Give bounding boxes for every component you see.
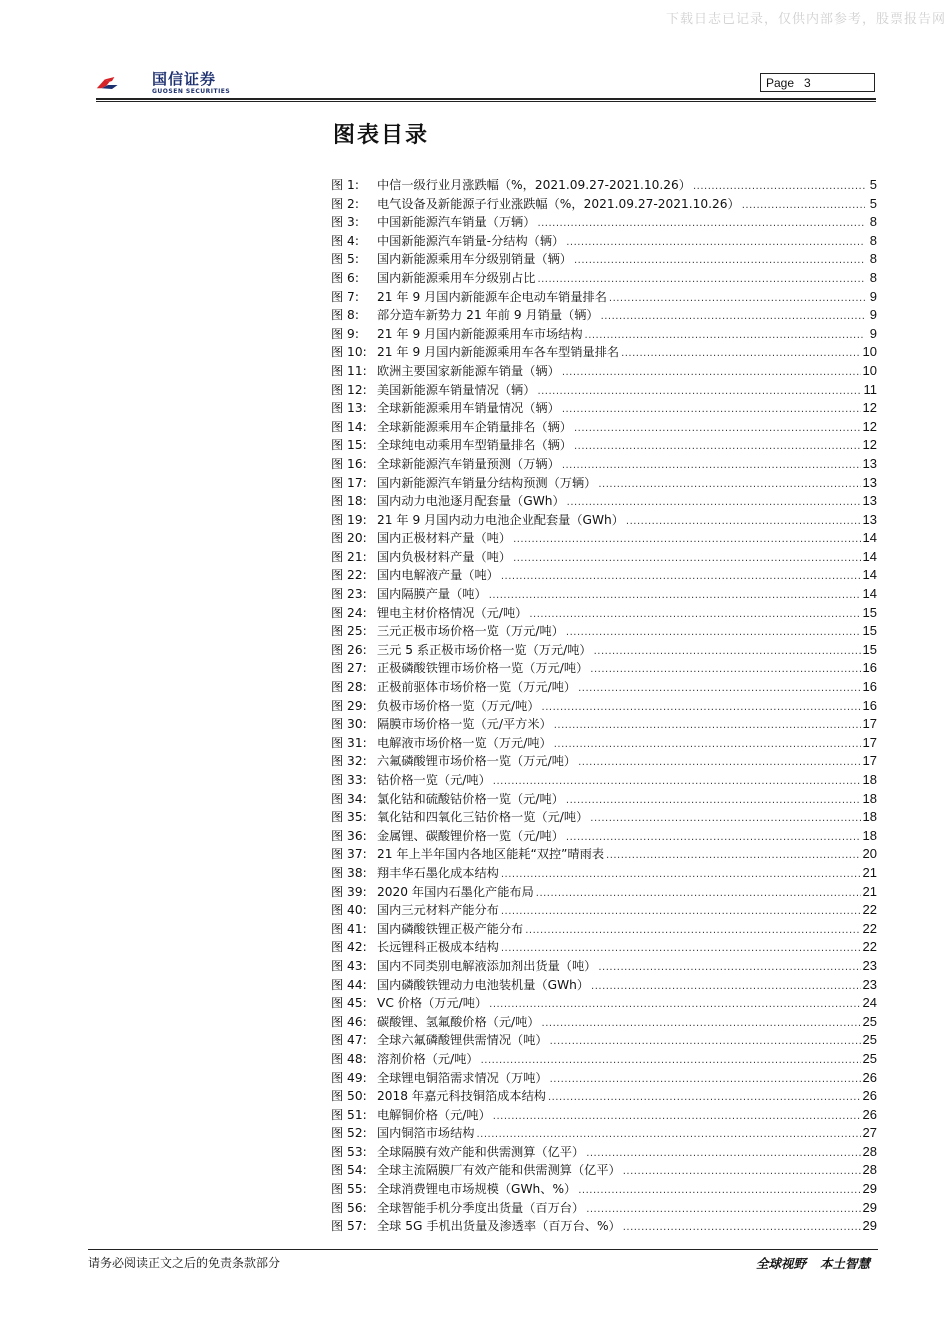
toc-entry-page: 13 <box>862 455 877 471</box>
toc-entry-page: 12 <box>862 400 877 416</box>
toc-dot-leader <box>566 792 861 811</box>
toc-entry[interactable] <box>331 976 877 995</box>
toc-entry-page: 9 <box>869 307 877 323</box>
toc-entry-number: 图 53: <box>331 1144 367 1159</box>
toc-entry-number: 图 18: <box>331 494 367 509</box>
toc-entry-title: 全球锂电铜箔需求情况（万吨） <box>377 1070 548 1085</box>
toc-entry-number: 图 26: <box>331 642 367 657</box>
toc-entry-number: 图 23: <box>331 587 367 602</box>
toc-entry-number: 图 28: <box>331 680 367 695</box>
toc-entry-number: 图 8: <box>331 308 359 323</box>
toc-entry[interactable] <box>331 1161 877 1180</box>
toc-dot-leader <box>585 327 865 346</box>
toc-entry-number: 图 14: <box>331 419 367 434</box>
toc-entry-page: 10 <box>862 362 877 378</box>
toc-entry-page: 16 <box>862 697 877 713</box>
toc-entry-title: 21 年 9 月国内新能源乘用车各车型销量排名 <box>377 345 620 360</box>
toc-entry-title: 21 年 9 月国内新能源车企电动车销量排名 <box>377 289 607 304</box>
toc-entry-page: 10 <box>862 344 877 360</box>
toc-dot-leader <box>566 829 861 848</box>
toc-entry-page: 26 <box>862 1106 877 1122</box>
toc-entry[interactable] <box>331 474 877 493</box>
toc-entry-number: 图 5: <box>331 252 359 267</box>
toc-entry-title: 国内动力电池逐月配套量（GWh） <box>377 494 565 509</box>
toc-dot-leader <box>590 661 860 680</box>
toc-entry-number: 图 36: <box>331 828 367 843</box>
toc-entry[interactable] <box>331 938 877 957</box>
toc-entry-page: 15 <box>862 604 877 620</box>
toc-dot-leader <box>623 1219 861 1238</box>
toc-entry-page: 15 <box>862 641 877 657</box>
toc-entry[interactable] <box>331 176 877 195</box>
toc-entry-number: 图 34: <box>331 791 367 806</box>
toc-entry-number: 图 55: <box>331 1182 367 1197</box>
toc-dot-leader <box>591 978 860 997</box>
toc-entry-title: 21 年上半年国内各地区能耗“双控”晴雨表 <box>377 847 605 862</box>
toc-entry-title: 国内磷酸铁锂正极产能分布 <box>377 921 524 936</box>
toc-entry-title: 长远锂科正极成本结构 <box>377 940 499 955</box>
toc-entry-number: 图 17: <box>331 475 367 490</box>
toc-entry[interactable] <box>331 883 877 902</box>
toc-entry-number: 图 20: <box>331 531 367 546</box>
toc-entry-page: 9 <box>869 325 877 341</box>
toc-entry[interactable] <box>331 1013 877 1032</box>
toc-dot-leader <box>501 568 861 587</box>
toc-entry-number: 图 12: <box>331 382 367 397</box>
toc-entry[interactable] <box>331 548 877 567</box>
toc-entry[interactable] <box>331 1087 877 1106</box>
toc-entry-page: 12 <box>862 437 877 453</box>
toc-entry-number: 图 40: <box>331 903 367 918</box>
toc-entry[interactable] <box>331 994 877 1013</box>
toc-entry-title: 氯化钴和硫酸钴价格一览（元/吨） <box>377 791 564 806</box>
toc-entry[interactable] <box>331 752 877 771</box>
toc-entry-title: 中国新能源汽车销量（万辆） <box>377 215 536 230</box>
guosen-logo-icon <box>96 66 152 100</box>
logo-subtitle: GUOSEN SECURITIES <box>152 88 231 95</box>
toc-entry-number: 图 24: <box>331 605 367 620</box>
toc-entry-title: 欧洲主要国家新能源车销量（辆） <box>377 363 560 378</box>
toc-entry[interactable] <box>331 604 877 623</box>
toc-entry-page: 17 <box>862 716 877 732</box>
toc-entry-title: 国内铜箔市场结构 <box>377 1126 475 1141</box>
toc-dot-leader <box>578 1182 860 1201</box>
toc-entry-title: 2018 年嘉元科技铜箔成本结构 <box>377 1089 546 1104</box>
slogan-part-1: 全球视野 <box>755 1256 806 1271</box>
toc-entry[interactable] <box>331 678 877 697</box>
toc-entry-title: 翔丰华石墨化成本结构 <box>377 865 499 880</box>
toc-entry[interactable] <box>331 808 877 827</box>
toc-entry[interactable] <box>331 288 877 307</box>
toc-entry-title: 正极磷酸铁锂市场价格一览（万元/吨） <box>377 661 589 676</box>
toc-entry-number: 图 32: <box>331 754 367 769</box>
toc-entry-page: 23 <box>862 957 877 973</box>
toc-dot-leader <box>626 513 861 532</box>
toc-entry[interactable] <box>331 1180 877 1199</box>
toc-entry-title: 国内新能源汽车销量分结构预测（万辆） <box>377 475 597 490</box>
toc-entry-number: 图 4: <box>331 233 359 248</box>
toc-entry-number: 图 43: <box>331 958 367 973</box>
toc-entry-page: 18 <box>862 809 877 825</box>
toc-entry-title: 国内负极材料产量（吨） <box>377 549 512 564</box>
toc-entry[interactable] <box>331 325 877 344</box>
toc-entry-title: 三元正极市场价格一览（万元/吨） <box>377 624 564 639</box>
toc-entry-number: 图 1: <box>331 178 359 192</box>
toc-entry-number: 图 13: <box>331 401 367 416</box>
toc-entry-title: 21 年 9 月国内新能源乘用车市场结构 <box>377 326 583 341</box>
toc-entry[interactable] <box>331 1217 877 1236</box>
toc-entry-number: 图 25: <box>331 624 367 639</box>
header-divider-thin <box>96 101 876 102</box>
toc-entry-title: 全球消费锂电市场规模（GWh、%） <box>377 1182 577 1197</box>
toc-entry[interactable] <box>331 455 877 474</box>
toc-entry[interactable] <box>331 1143 877 1162</box>
toc-entry-number: 图 31: <box>331 735 367 750</box>
toc-entry[interactable] <box>331 864 877 883</box>
toc-entry-number: 图 50: <box>331 1089 367 1104</box>
toc-dot-leader <box>574 420 861 439</box>
toc-dot-leader <box>598 959 860 978</box>
toc-entry-title: 隔膜市场价格一览（元/平方米） <box>377 717 552 732</box>
toc-entry-number: 图 2: <box>331 196 359 211</box>
toc-entry-title: 中国新能源汽车销量-分结构（辆） <box>377 233 565 248</box>
toc-entry-page: 13 <box>862 511 877 527</box>
toc-entry-title: 全球新能源乘用车企销量排名（辆） <box>377 419 572 434</box>
toc-entry-title: 钴价格一览（元/吨） <box>377 773 491 787</box>
page-label: Page <box>766 76 795 90</box>
toc-entry-number: 图 45: <box>331 996 367 1011</box>
toc-entry-number: 图 37: <box>331 847 367 862</box>
toc-entry[interactable] <box>331 492 877 511</box>
toc-entry[interactable] <box>331 790 877 809</box>
toc-dot-leader <box>562 364 861 383</box>
toc-entry-page: 28 <box>862 1162 877 1178</box>
toc-entry-page: 14 <box>862 530 877 546</box>
toc-entry-page: 28 <box>862 1143 877 1159</box>
toc-entry[interactable] <box>331 436 877 455</box>
toc-dot-leader <box>562 457 861 476</box>
toc-entry-number: 图 9: <box>331 326 359 341</box>
toc-entry-title: 电解液市场价格一览（万元/吨） <box>377 735 552 750</box>
toc-entry-page: 5 <box>869 195 877 211</box>
toc-entry[interactable] <box>331 920 877 939</box>
toc-entry-page: 18 <box>862 827 877 843</box>
toc-entry-page: 16 <box>862 679 877 695</box>
toc-dot-leader <box>601 308 865 327</box>
toc-entry[interactable] <box>331 232 877 251</box>
toc-entry-title: 国内电解液产量（吨） <box>377 568 499 583</box>
header-divider <box>96 98 876 100</box>
toc-entry-page: 21 <box>862 883 877 899</box>
toc-entry[interactable] <box>331 269 877 288</box>
toc-entry-title: 全球 5G 手机出货量及渗透率（百万台、%） <box>377 1219 621 1234</box>
toc-entry-page: 9 <box>869 288 877 304</box>
toc-dot-leader <box>529 606 860 625</box>
toc-dot-leader <box>537 215 865 234</box>
toc-dot-leader <box>513 550 860 569</box>
toc-entry[interactable] <box>331 1050 877 1069</box>
toc-entry-number: 图 3: <box>331 215 359 230</box>
toc-dot-leader <box>548 1089 861 1108</box>
page-number: 3 <box>804 76 811 90</box>
toc-entry-title: 2020 年国内石墨化产能布局 <box>377 884 534 899</box>
toc-dot-leader <box>566 624 861 643</box>
page-title: 图表目录 <box>333 122 430 148</box>
footer-slogan <box>756 1254 870 1272</box>
toc-dot-leader <box>606 847 861 866</box>
toc-entry-page: 20 <box>862 846 877 862</box>
toc-dot-leader <box>566 234 865 253</box>
toc-entry-page: 8 <box>869 232 877 248</box>
toc-entry-number: 图 44: <box>331 977 367 992</box>
toc-entry[interactable] <box>331 343 877 362</box>
toc-entry[interactable] <box>331 715 877 734</box>
toc-entry-page: 26 <box>862 1088 877 1104</box>
toc-entry[interactable] <box>331 1031 877 1050</box>
toc-dot-leader <box>493 1108 861 1127</box>
toc-dot-leader <box>594 643 861 662</box>
toc-entry-page: 25 <box>862 1013 877 1029</box>
toc-dot-leader <box>609 290 865 309</box>
toc-entry-page: 23 <box>862 976 877 992</box>
toc-entry-page: 22 <box>862 939 877 955</box>
toc-entry[interactable] <box>331 622 877 641</box>
toc-entry-page: 29 <box>862 1199 877 1215</box>
toc-dot-leader <box>501 903 861 922</box>
toc-dot-leader <box>590 810 860 829</box>
toc-entry-number: 图 57: <box>331 1219 367 1234</box>
toc-entry-number: 图 7: <box>331 289 359 304</box>
toc-entry-title: 全球智能手机分季度出货量（百万台） <box>377 1200 585 1215</box>
table-of-figures <box>331 176 877 1236</box>
slogan-part-2: 本土智慧 <box>819 1256 870 1271</box>
toc-dot-leader <box>489 587 861 606</box>
toc-entry-title: 国内三元材料产能分布 <box>377 903 499 918</box>
toc-entry-page: 16 <box>862 660 877 676</box>
toc-entry-title: 电气设备及新能源子行业涨跌幅（%，2021.09.27-2021.10.26） <box>377 196 740 211</box>
toc-entry-title: 全球纯电动乘用车型销量排名（辆） <box>377 438 572 453</box>
toc-dot-leader <box>621 345 860 364</box>
toc-entry-page: 17 <box>862 753 877 769</box>
toc-dot-leader <box>550 1071 861 1090</box>
toc-entry[interactable] <box>331 529 877 548</box>
toc-entry-number: 图 47: <box>331 1033 367 1048</box>
toc-entry-title: 美国新能源车销量情况（辆） <box>377 382 536 397</box>
toc-entry-number: 图 56: <box>331 1200 367 1215</box>
toc-entry[interactable] <box>331 1106 877 1125</box>
toc-entry-page: 12 <box>862 418 877 434</box>
toc-entry-title: 国内磷酸铁锂动力电池装机量（GWh） <box>377 977 590 992</box>
toc-entry[interactable] <box>331 399 877 418</box>
toc-dot-leader <box>513 531 860 550</box>
toc-entry-title: 部分造车新势力 21 年前 9 月销量（辆） <box>377 308 599 323</box>
watermark-text: 下载日志已记录，仅供内部参考，股票报告网 <box>665 12 946 27</box>
toc-entry-page: 5 <box>869 177 877 192</box>
toc-dot-leader <box>537 383 861 402</box>
toc-entry-number: 图 38: <box>331 865 367 880</box>
toc-entry-title: 国内不同类别电解液添加剂出货量（吨） <box>377 958 597 973</box>
toc-entry-title: 正极前驱体市场价格一览（万元/吨） <box>377 680 577 695</box>
toc-entry-title: 负极市场价格一览（万元/吨） <box>377 698 540 713</box>
toc-entry-page: 27 <box>862 1125 877 1141</box>
toc-entry-number: 图 33: <box>331 773 367 787</box>
toc-entry-number: 图 48: <box>331 1051 367 1066</box>
toc-entry-number: 图 30: <box>331 717 367 732</box>
toc-entry-title: 六氟磷酸锂市场价格一览（万元/吨） <box>377 754 577 769</box>
toc-entry[interactable] <box>331 827 877 846</box>
toc-entry-number: 图 21: <box>331 549 367 564</box>
toc-entry-title: 全球主流隔膜厂有效产能和供需测算（亿平） <box>377 1163 621 1178</box>
toc-entry-number: 图 15: <box>331 438 367 453</box>
toc-entry-title: 碳酸锂、氢氟酸价格（元/吨） <box>377 1014 540 1029</box>
toc-entry-page: 22 <box>862 902 877 918</box>
toc-entry-number: 图 11: <box>331 363 367 378</box>
toc-entry-title: 三元 5 系正极市场价格一览（万元/吨） <box>377 642 592 657</box>
toc-entry-page: 25 <box>862 1050 877 1066</box>
toc-entry[interactable] <box>331 566 877 585</box>
toc-dot-leader <box>598 476 860 495</box>
toc-entry-page: 8 <box>869 214 877 230</box>
toc-entry[interactable] <box>331 195 877 214</box>
toc-entry-title: 国内新能源乘用车分级别销量（辆） <box>377 252 572 267</box>
toc-entry-number: 图 49: <box>331 1070 367 1085</box>
toc-entry-title: 中信一级行业月涨跌幅（%，2021.09.27-2021.10.26） <box>377 178 691 192</box>
toc-entry-page: 25 <box>862 1032 877 1048</box>
toc-entry-page: 13 <box>862 474 877 490</box>
toc-dot-leader <box>525 922 860 941</box>
toc-entry-number: 图 27: <box>331 661 367 676</box>
toc-entry-number: 图 42: <box>331 940 367 955</box>
toc-entry-page: 29 <box>862 1181 877 1197</box>
toc-entry[interactable] <box>331 734 877 753</box>
toc-entry-title: VC 价格（万元/吨） <box>377 996 488 1011</box>
toc-entry-title: 全球新能源乘用车销量情况（辆） <box>377 401 560 416</box>
toc-entry-page: 24 <box>862 995 877 1011</box>
page-indicator <box>760 73 875 92</box>
toc-entry-page: 13 <box>862 493 877 509</box>
toc-entry-number: 图 22: <box>331 568 367 583</box>
toc-entry-title: 溶剂价格（元/吨） <box>377 1051 479 1066</box>
toc-entry-number: 图 29: <box>331 698 367 713</box>
toc-entry-title: 21 年 9 月国内动力电池企业配套量（GWh） <box>377 512 624 527</box>
toc-dot-leader <box>578 680 860 699</box>
toc-dot-leader <box>501 866 861 885</box>
toc-entry[interactable] <box>331 511 877 530</box>
toc-entry-page: 17 <box>862 734 877 750</box>
toc-entry[interactable] <box>331 250 877 269</box>
toc-entry[interactable] <box>331 1199 877 1218</box>
toc-dot-leader <box>542 699 861 718</box>
toc-entry-page: 22 <box>862 920 877 936</box>
toc-entry-number: 图 54: <box>331 1163 367 1178</box>
toc-entry-number: 图 19: <box>331 512 367 527</box>
toc-entry[interactable] <box>331 771 877 790</box>
toc-dot-leader <box>554 736 861 755</box>
toc-entry-page: 8 <box>869 269 877 285</box>
toc-entry-number: 图 35: <box>331 810 367 825</box>
toc-entry-page: 14 <box>862 548 877 564</box>
toc-dot-leader <box>742 197 865 216</box>
toc-entry-title: 电解铜价格（元/吨） <box>377 1107 491 1122</box>
toc-dot-leader <box>536 885 861 904</box>
toc-entry[interactable] <box>331 697 877 716</box>
toc-entry-title: 锂电主材价格情况（元/吨） <box>377 605 528 620</box>
toc-dot-leader <box>489 996 860 1015</box>
toc-dot-leader <box>562 401 861 420</box>
toc-entry[interactable] <box>331 362 877 381</box>
toc-entry-page: 14 <box>862 586 877 602</box>
toc-entry[interactable] <box>331 901 877 920</box>
toc-entry[interactable] <box>331 957 877 976</box>
toc-entry[interactable] <box>331 306 877 325</box>
toc-entry-number: 图 39: <box>331 884 367 899</box>
toc-entry-number: 图 10: <box>331 345 367 360</box>
toc-entry-title: 国内隔膜产量（吨） <box>377 587 487 602</box>
footer-disclaimer: 请务必阅读正文之后的免责条款部分 <box>88 1256 281 1270</box>
toc-dot-leader <box>586 1201 860 1220</box>
toc-dot-leader <box>550 1033 861 1052</box>
toc-entry-page: 11 <box>863 381 877 397</box>
toc-entry-number: 图 51: <box>331 1107 367 1122</box>
toc-entry-title: 氧化钴和四氧化三钴价格一览（元/吨） <box>377 810 589 825</box>
toc-entry-page: 18 <box>862 790 877 806</box>
toc-entry-number: 图 46: <box>331 1014 367 1029</box>
toc-dot-leader <box>623 1163 861 1182</box>
toc-entry[interactable] <box>331 381 877 400</box>
toc-dot-leader <box>554 717 861 736</box>
toc-entry-number: 图 41: <box>331 921 367 936</box>
toc-entry-title: 国内新能源乘用车分级别占比 <box>377 270 536 285</box>
toc-entry[interactable] <box>331 1069 877 1088</box>
toc-dot-leader <box>542 1015 861 1034</box>
toc-entry-page: 21 <box>862 864 877 880</box>
toc-entry-page: 29 <box>862 1218 877 1234</box>
toc-entry[interactable] <box>331 213 877 232</box>
toc-entry[interactable] <box>331 659 877 678</box>
toc-dot-leader <box>574 252 865 271</box>
toc-entry-title: 全球隔膜有效产能和供需测算（亿平） <box>377 1144 585 1159</box>
toc-dot-leader <box>574 438 861 457</box>
toc-entry-number: 图 6: <box>331 270 359 285</box>
toc-entry-title: 全球新能源汽车销量预测（万辆） <box>377 456 560 471</box>
toc-entry-page: 18 <box>862 772 877 787</box>
toc-entry-page: 15 <box>862 623 877 639</box>
toc-entry-title: 全球六氟磷酸锂供需情况（吨） <box>377 1033 548 1048</box>
logo-name: 国信证券 <box>152 70 217 88</box>
toc-entry-number: 图 52: <box>331 1126 367 1141</box>
toc-entry[interactable] <box>331 418 877 437</box>
toc-entry-number: 图 16: <box>331 456 367 471</box>
toc-entry-title: 国内正极材料产量（吨） <box>377 531 512 546</box>
toc-entry[interactable] <box>331 641 877 660</box>
toc-dot-leader <box>586 1145 860 1164</box>
toc-entry[interactable] <box>331 1124 877 1143</box>
toc-entry-page: 8 <box>869 251 877 267</box>
toc-entry-page: 26 <box>862 1069 877 1085</box>
toc-entry[interactable] <box>331 585 877 604</box>
toc-entry-page: 14 <box>862 567 877 583</box>
toc-dot-leader <box>578 754 860 773</box>
toc-entry[interactable] <box>331 845 877 864</box>
footer-divider <box>88 1249 878 1250</box>
toc-entry-title: 金属锂、碳酸锂价格一览（元/吨） <box>377 828 564 843</box>
